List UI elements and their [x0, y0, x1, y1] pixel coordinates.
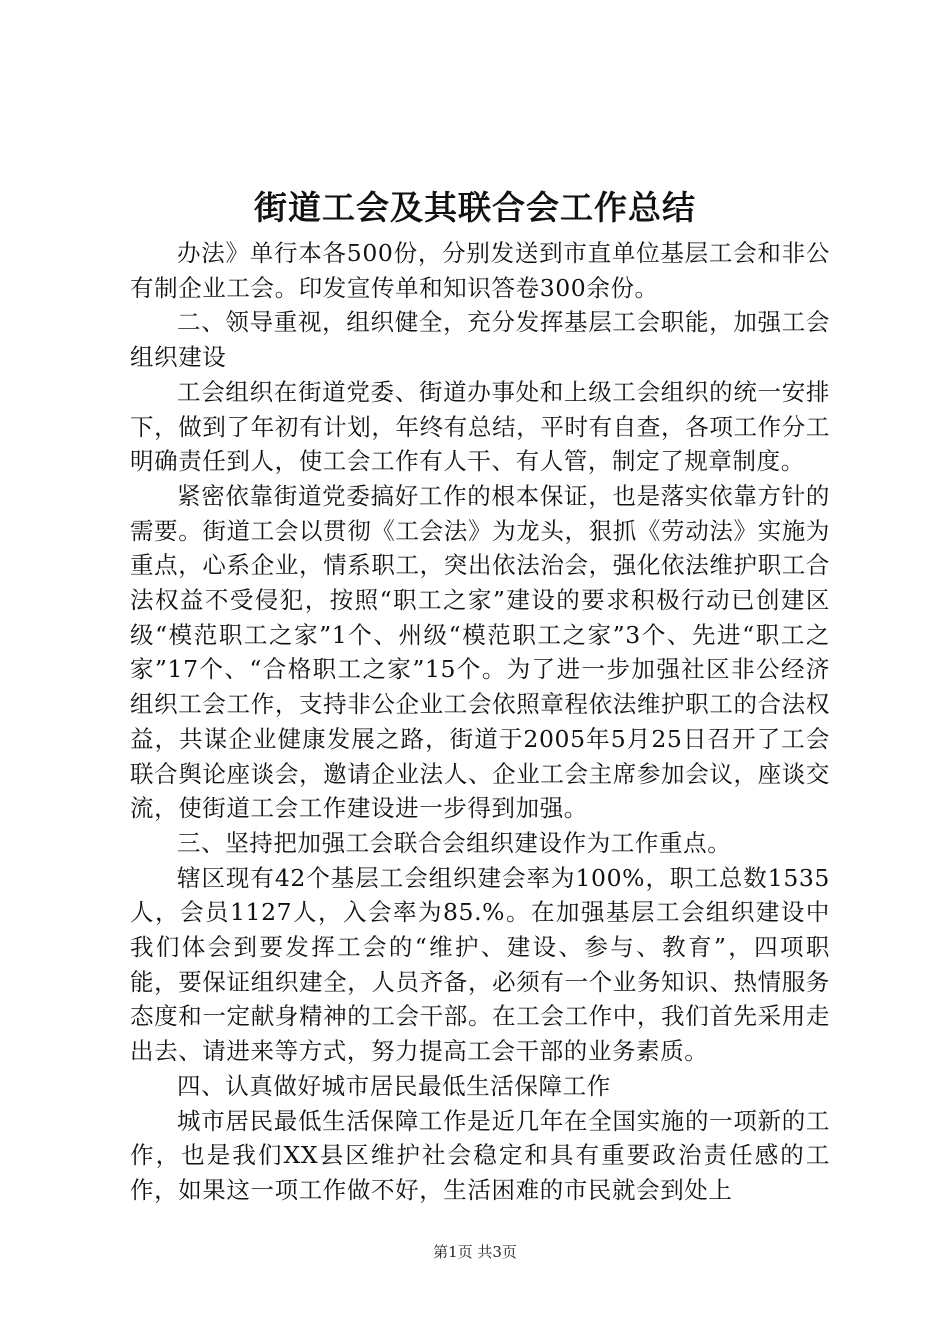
page-number-footer: 第1页 共3页	[433, 1243, 517, 1261]
paragraph-1: 办法》单行本各500份，分别发送到市直单位基层工会和非公有制企业工会。印发宣传单和知识答卷300余份。	[130, 239, 830, 302]
section-heading-4: 四、认真做好城市居民最低生活保障工作	[177, 1071, 611, 1100]
document-title: 街道工会及其联合会工作总结	[254, 188, 696, 227]
section-heading-2: 二、领导重视，组织健全，充分发挥基层工会职能，加强工会组织建设	[130, 308, 830, 372]
document-body	[130, 236, 830, 1208]
paragraph-6: 辖区现有42个基层工会组织建会率为100%，职工总数1535人，会员1127人，入会率为85.%。在加强基层工会组织建设中我们体会到要发挥工会的“维护、建设、参与、教育”，四项职能，要保证组织建全，人员齐备，必须有一个业务知识、热情服务态度和一定献身精神的工会干部。在工会工作中，我们首先采用走出去、请进来等方式，努力提高工会干部的业务素质。	[130, 863, 830, 1066]
paragraph-8: 城市居民最低生活保障工作是近几年在全国实施的一项新的工作，也是我们XX县区维护社会稳定和具有重要政治责任感的工作，如果这一项工作做不好，生活困难的市民就会到处上	[130, 1106, 830, 1204]
section-heading-3: 三、坚持把加强工会联合会组织建设作为工作重点。	[177, 828, 732, 857]
paragraph-4: 紧密依靠街道党委搞好工作的根本保证，也是落实依靠方针的需要。街道工会以贯彻《工会法》为龙头，狠抓《劳动法》实施为重点，心系企业，情系职工，突出依法治会，强化依法维护职工合法权益不受侵犯，按照“职工之家”建设的要求积极行动已创建区级“模范职工之家”1个、州级“模范职工之家”3个、先进“职工之家”17个、“合格职工之家”15个。为了进一步加强社区非公经济组织工会工作，支持非公企业工会依照章程依法维护职工的合法权益，共谋企业健康发展之路，街道于2005年5月25日召开了工会联合舆论座谈会，邀请企业法人、企业工会主席参加会议，座谈交流，使街道工会工作建设进一步得到加强。	[130, 481, 830, 823]
paragraph-3: 工会组织在街道党委、街道办事处和上级工会组织的统一安排下，做到了年初有计划，年终有总结，平时有自查，各项工作分工明确责任到人，使工会工作有人干、有人管，制定了规章制度。	[130, 377, 830, 476]
